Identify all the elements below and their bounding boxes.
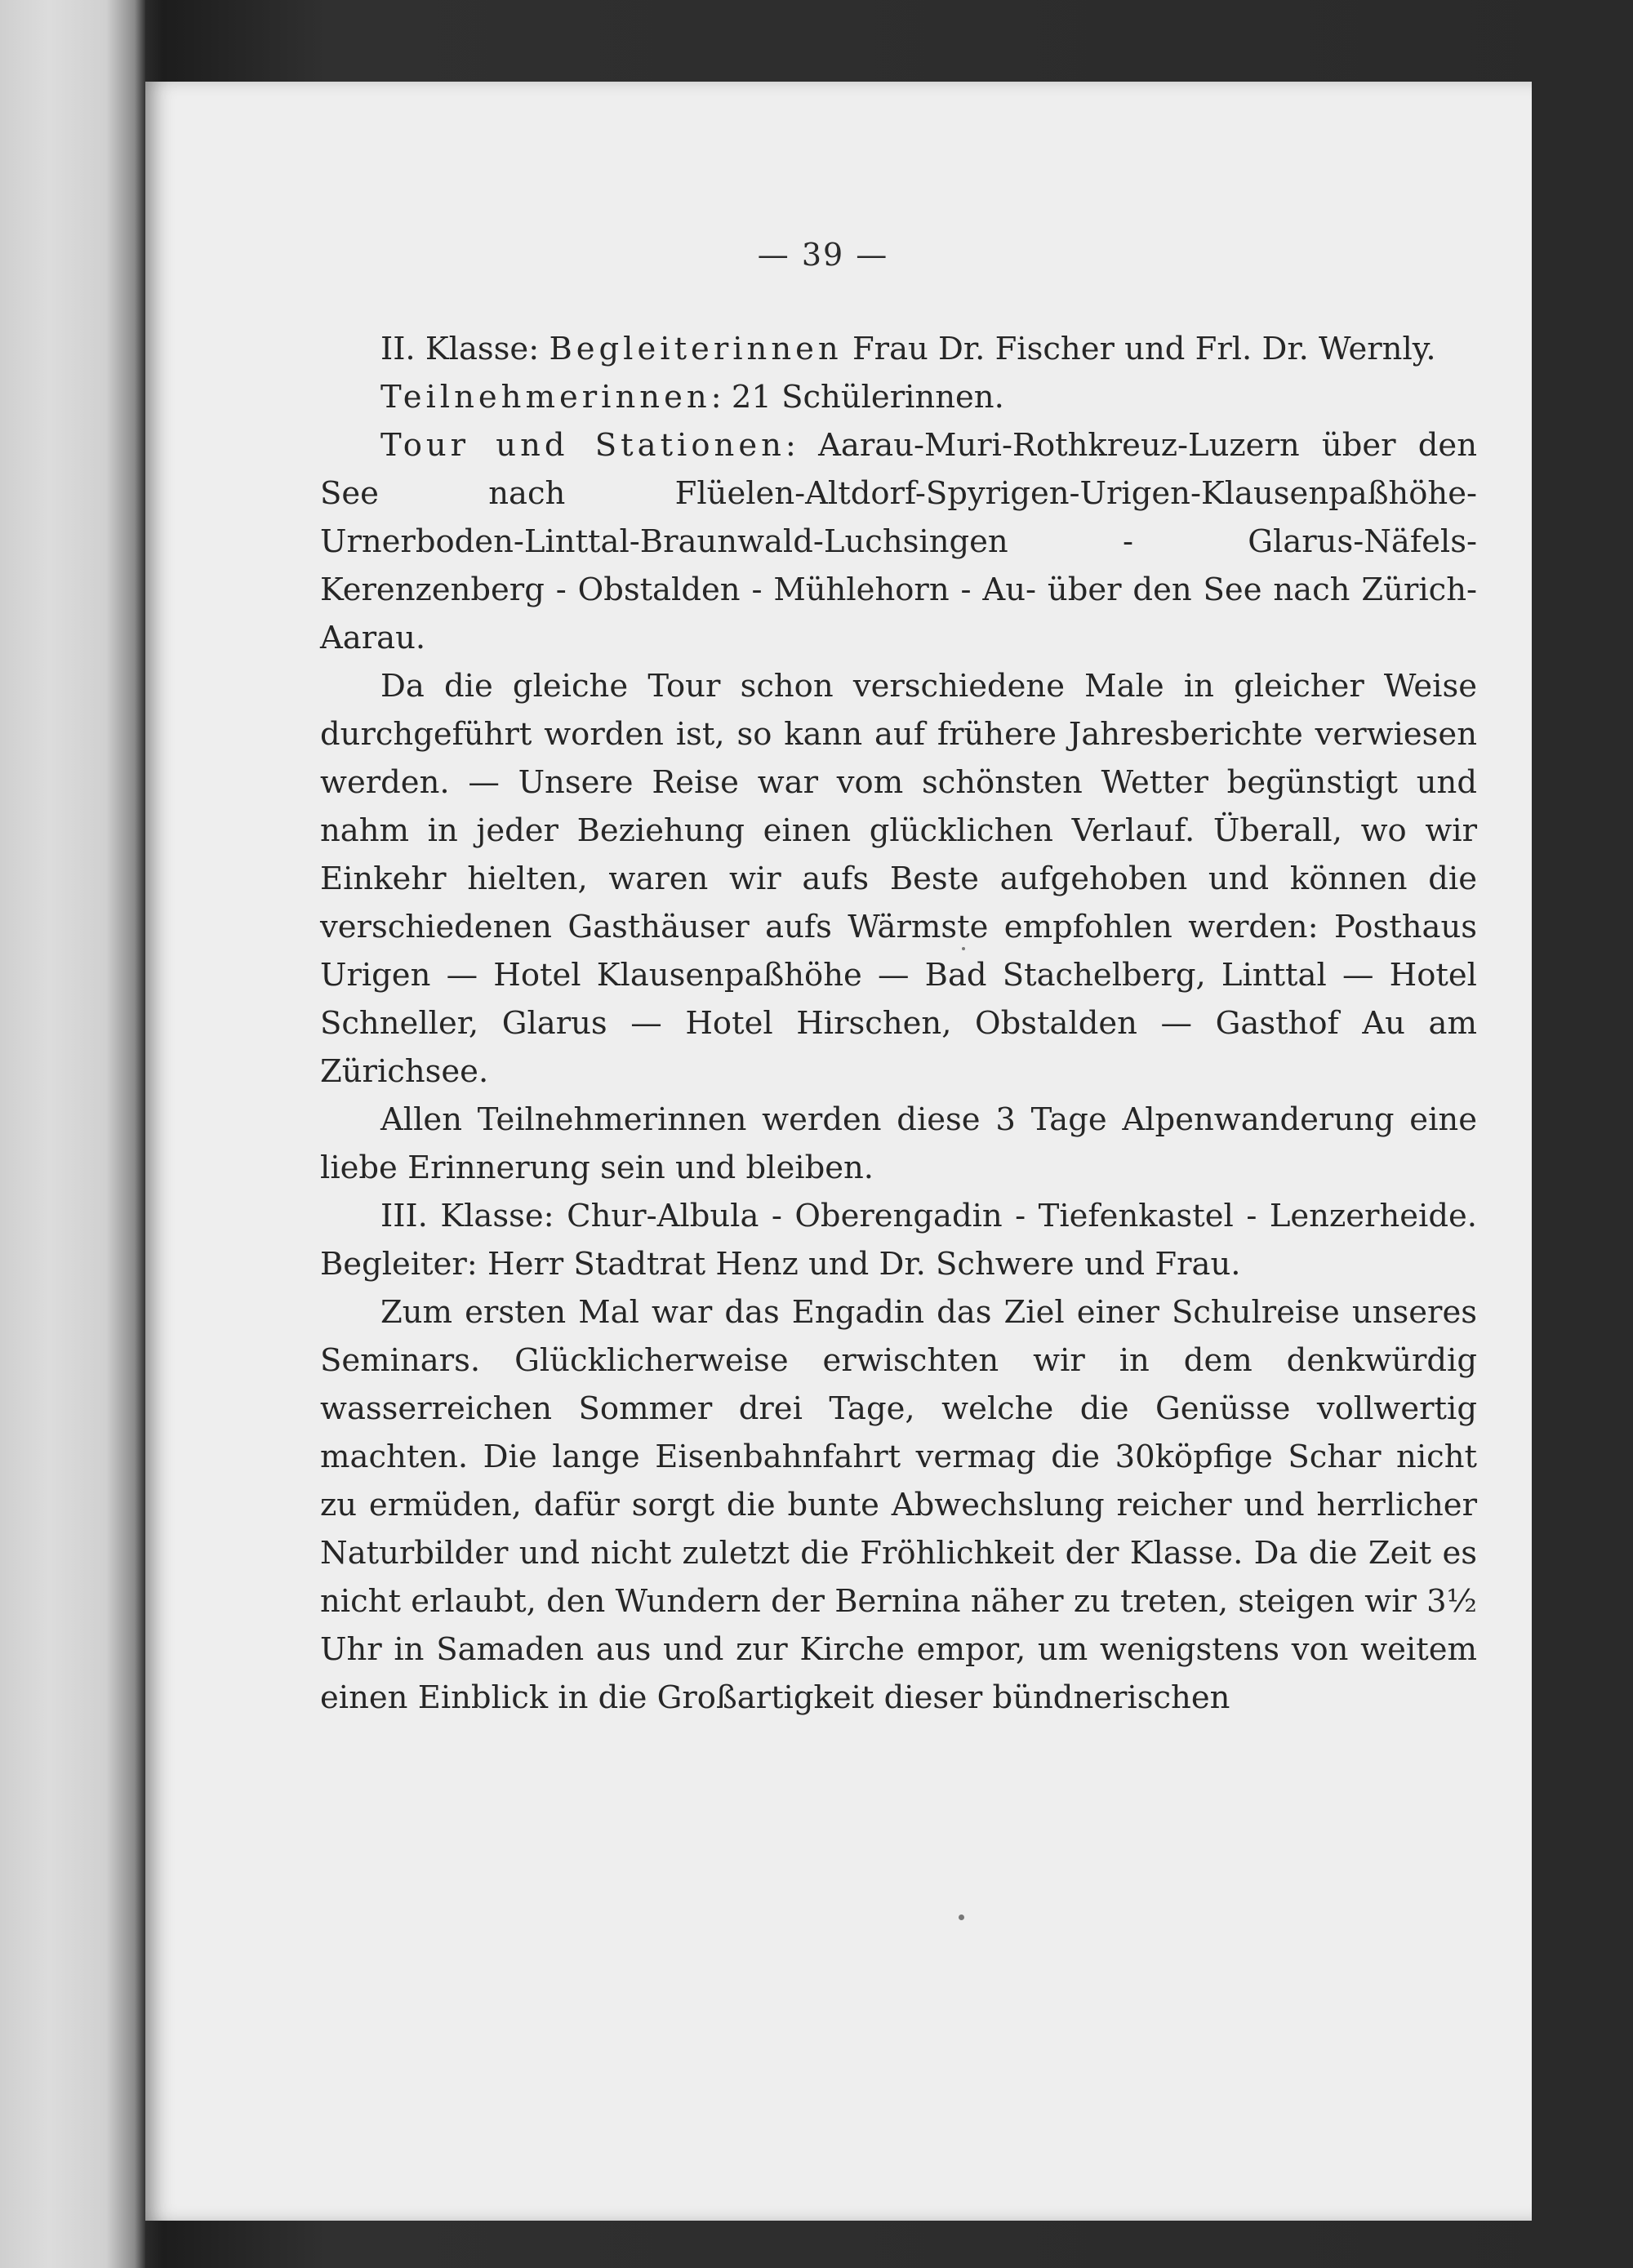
paper-speck: [959, 1914, 964, 1920]
spaced-term: Tour und Stationen: [380, 427, 785, 464]
book-page: [145, 82, 1532, 2221]
paper-speck: [962, 947, 965, 950]
spaced-term: Begleiterinnen: [549, 331, 843, 367]
paragraph-participants: Teilnehmerinnen: 21 Schülerinnen.: [380, 379, 1004, 416]
spaced-term: Teilnehmerinnen: [380, 379, 711, 416]
paragraph-class-3: III. Klasse: Chur-Albula - Oberengadin - Tiefenkastel - Lenzerheide. Begleiter: Herr Stadtrat Henz und Dr. Schwere und Frau.: [320, 1198, 1478, 1283]
paragraph-class-2-companions: II. Klasse: Begleiterinnen Frau Dr. Fischer und Frl. Dr. Wernly.: [380, 331, 1436, 367]
left-page-edge: [0, 0, 145, 2268]
paragraph-trip-report: Da die gleiche Tour schon verschiedene Male in gleicher Weise durchgeführt worden ist, so kann auf frühere Jahresberichte verwiesen werden. — Unsere Reise war vom schönsten Wetter begünstigt und nahm in jeder Beziehung einen glücklichen Verlauf. Überall, wo wir Einkehr hielten, waren wir aufs Beste aufgehoben und können die verschiedenen Gasthäuser aufs Wärmste empfohlen werden: Posthaus Urigen — Hotel Klausenpaßhöhe — Bad Stachelberg, Linttal — Hotel Schneller, Glarus — Hotel Hirschen, Obstalden — Gasthof Au am Zürichsee.: [320, 668, 1477, 1090]
page-number: — 39 —: [757, 237, 889, 273]
paragraph-engadin: Zum ersten Mal war das Engadin das Ziel einer Schulreise unseres Seminars. Glücklicherweise erwischten wir in dem denkwürdig wasserreichen Sommer drei Tage, welche die Genüsse vollwertig machten. Die lange Eisenbahnfahrt vermag die 30köpfige Schar nicht zu ermüden, dafür sorgt die bunte Abwechslung reicher und herrlicher Naturbilder und nicht zuletzt die Fröhlichkeit der Klasse. Da die Zeit es nicht erlaubt, den Wundern der Bernina näher zu treten, steigen wir 3½ Uhr in Samaden aus und zur Kirche empor, um wenigstens von weitem einen Einblick in die Großartigkeit dieser bündnerischen: [320, 1294, 1477, 1716]
paragraph-closing: Allen Teilnehmerinnen werden diese 3 Tage Alpenwanderung eine liebe Erinnerung sein und bleiben.: [320, 1101, 1477, 1186]
body-text: [320, 325, 1477, 1722]
paragraph-tour-stations: Tour und Stationen: Aarau-Muri-Rothkreuz-Luzern über den See nach Flüelen-Altdorf-Spyrigen-Urigen-Klausenpaßhöhe-Urnerboden-Linttal-Braunwald-Luchsingen - Glarus-Näfels-Kerenzenberg - Obstalden - Mühlehorn - Au- über den See nach Zürich-Aarau.: [320, 427, 1477, 656]
